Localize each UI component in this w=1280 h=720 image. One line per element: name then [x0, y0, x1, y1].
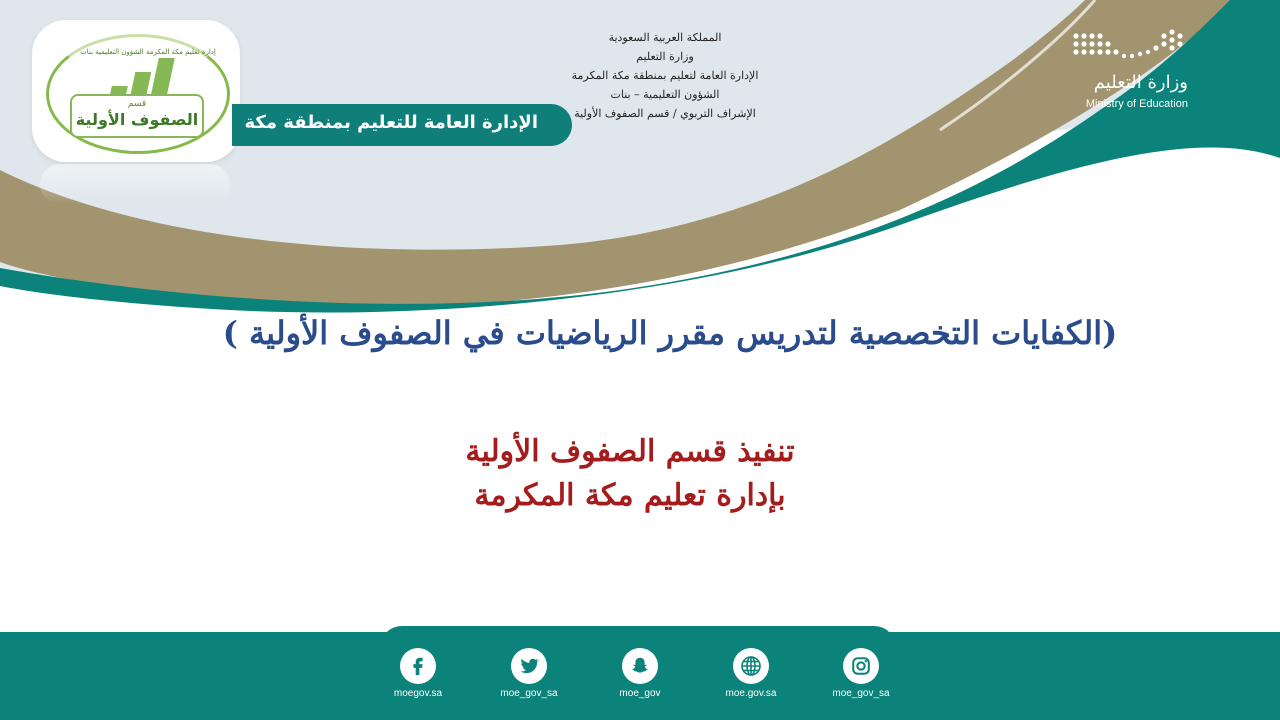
- social-handle[interactable]: moe_gov: [619, 688, 661, 699]
- header-line: الإدارة العامة لتعليم بمنطقة مكة المكرمة: [571, 69, 759, 82]
- logo-big-label: الصفوف الأولية: [75, 110, 199, 129]
- moe-logo: [1038, 28, 1188, 118]
- moe-dots-logo-icon: [1068, 28, 1188, 68]
- department-logo: [32, 20, 240, 162]
- social-handle[interactable]: moe_gov_sa: [832, 688, 890, 699]
- social-handle[interactable]: moe.gov.sa: [725, 688, 777, 699]
- snapchat-icon[interactable]: [622, 648, 658, 684]
- header-line: الشؤون التعليمية – بنات: [610, 88, 720, 101]
- logo-small-label: قسم: [127, 99, 147, 109]
- subtitle-line-1: تنفيذ قسم الصفوف الأولية: [465, 434, 795, 469]
- header-line: المملكة العربية السعودية: [608, 31, 722, 44]
- logo-reflection: [40, 164, 230, 204]
- logo-top-text: إدارة تعليم مكة المكرمة الشؤون التعليمية بنات: [80, 48, 216, 56]
- moe-arabic-name: وزارة التعليم: [1093, 72, 1188, 93]
- twitter-icon[interactable]: [511, 648, 547, 684]
- banner-text: الإدارة العامة للتعليم بمنطقة مكة: [244, 112, 538, 133]
- page-title: (الكفايات التخصصية لتدريس مقرر الرياضيات في الصفوف الأولية ): [222, 314, 1118, 352]
- logo-label: [70, 94, 204, 138]
- social-snapchat[interactable]: [590, 648, 690, 699]
- social-facebook[interactable]: [368, 648, 468, 699]
- header-address: [540, 28, 790, 123]
- subtitle-line-2: بإدارة تعليم مكة المكرمة: [474, 478, 786, 513]
- region-banner: [232, 104, 572, 146]
- header-line: وزارة التعليم: [636, 50, 694, 63]
- facebook-icon[interactable]: [400, 648, 436, 684]
- globe-icon[interactable]: [733, 648, 769, 684]
- header-line: الإشراف التربوي / قسم الصفوف الأولية: [574, 107, 756, 120]
- social-twitter[interactable]: [479, 648, 579, 699]
- social-instagram[interactable]: [811, 648, 911, 699]
- social-handle[interactable]: moegov.sa: [393, 688, 443, 699]
- instagram-icon[interactable]: [843, 648, 879, 684]
- moe-english-name: Ministry of Education: [1085, 98, 1188, 110]
- social-website[interactable]: [701, 648, 801, 699]
- social-handle[interactable]: moe_gov_sa: [500, 688, 558, 699]
